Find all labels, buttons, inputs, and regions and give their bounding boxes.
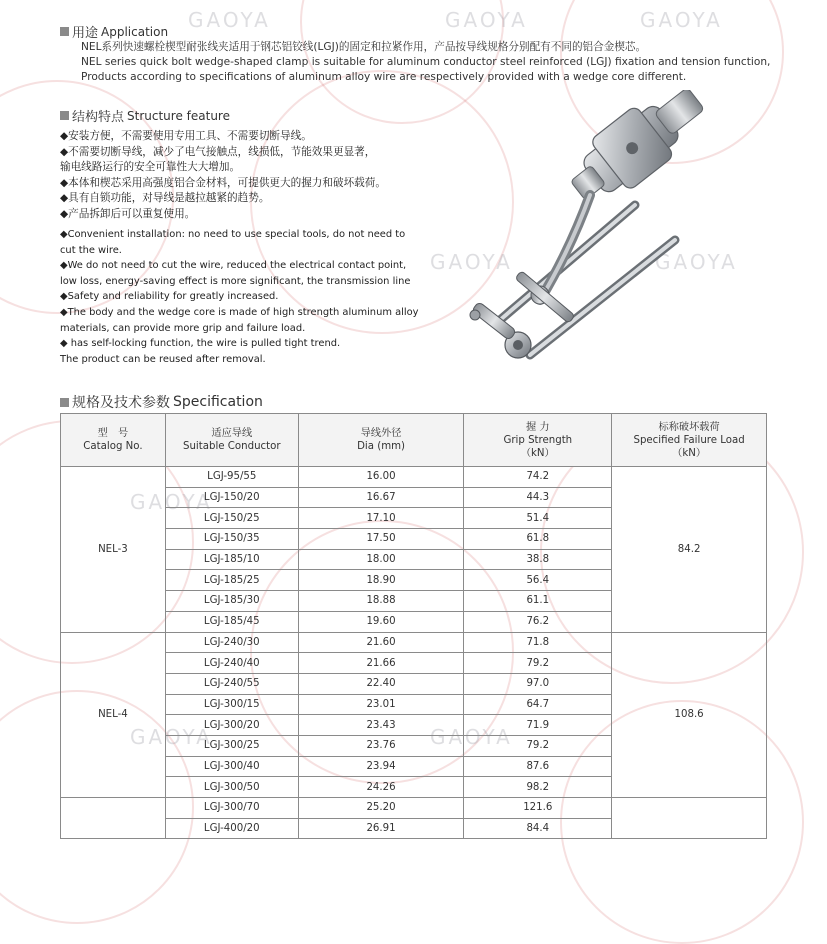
conductor-cell: LGJ-240/40 — [165, 653, 298, 674]
watermark-text: GAOYA — [188, 8, 271, 32]
conductor-cell: LGJ-300/70 — [165, 798, 298, 819]
grip-cell: 97.0 — [464, 673, 612, 694]
failure-load-cell: 84.2 — [612, 467, 767, 633]
feature-line: low loss, energy-saving effect is more significant, the transmission line — [60, 275, 411, 287]
dia-cell: 17.10 — [298, 508, 464, 529]
structure-heading — [60, 106, 230, 125]
section-square-icon — [60, 398, 69, 407]
feature-line: ◆具有自锁功能，对导线是越拉越紧的趋势。 — [60, 192, 270, 204]
conductor-cell: LGJ-150/25 — [165, 508, 298, 529]
conductor-cell: LGJ-240/30 — [165, 632, 298, 653]
dia-cell: 18.88 — [298, 591, 464, 612]
grip-cell: 44.3 — [464, 487, 612, 508]
table-row — [61, 632, 767, 653]
application-line: NEL系列快速螺栓楔型耐张线夹适用于钢芯铝铰线(LGJ)的固定和拉紧作用，产品按导线规格分别配有不同的铝合金楔芯。 — [81, 41, 647, 53]
conductor-cell: LGJ-300/50 — [165, 777, 298, 798]
header-grip-en: Grip Strength — [503, 434, 573, 446]
header-catalog — [61, 414, 166, 467]
specification-title-cn: 规格及技术参数 — [72, 395, 170, 411]
dia-cell: 24.26 — [298, 777, 464, 798]
header-dia-en: Dia (mm) — [357, 441, 406, 452]
feature-line: ◆We do not need to cut the wire, reduced the electrical contact point, — [60, 260, 407, 272]
header-conductor-cn: 适应导线 — [211, 428, 253, 439]
section-square-icon — [60, 27, 69, 36]
conductor-cell: LGJ-185/45 — [165, 611, 298, 632]
header-grip-unit: （kN） — [520, 447, 555, 459]
structure-features-cn — [60, 129, 386, 222]
grip-cell: 71.8 — [464, 632, 612, 653]
watermark-text: GAOYA — [655, 250, 738, 274]
application-heading — [60, 22, 168, 41]
feature-line: ◆安装方便，不需要使用专用工具、不需要切断导线。 — [60, 130, 312, 142]
dia-cell: 17.50 — [298, 529, 464, 550]
failure-load-cell: 108.6 — [612, 632, 767, 798]
failure-load-cell — [612, 798, 767, 839]
header-catalog-cn: 型 号 — [97, 428, 129, 439]
watermark-text: GAOYA — [430, 250, 513, 274]
conductor-cell: LGJ-150/35 — [165, 529, 298, 550]
feature-line: ◆Safety and reliability for greatly increased. — [60, 291, 279, 303]
specification-title-en: Specification — [173, 394, 263, 410]
header-dia — [298, 414, 464, 467]
dia-cell: 26.91 — [298, 818, 464, 839]
dia-cell: 21.66 — [298, 653, 464, 674]
dia-cell: 23.43 — [298, 715, 464, 736]
feature-line: ◆Convenient installation: no need to use special tools, do not need to — [60, 229, 406, 240]
watermark-text: GAOYA — [640, 8, 723, 32]
dia-cell: 25.20 — [298, 798, 464, 819]
feature-line: materials, can provide more grip and failure load. — [60, 322, 306, 334]
model-cell: NEL-4 — [61, 632, 166, 798]
specification-table — [60, 413, 767, 839]
conductor-cell: LGJ-185/10 — [165, 549, 298, 570]
watermark-text: GAOYA — [430, 725, 513, 749]
grip-cell: 76.2 — [464, 611, 612, 632]
header-conductor-en: Suitable Conductor — [183, 441, 281, 452]
application-text — [81, 40, 770, 85]
grip-cell: 87.6 — [464, 756, 612, 777]
header-grip — [464, 414, 612, 467]
watermark-text: GAOYA — [130, 490, 213, 514]
feature-line: The product can be reused after removal. — [60, 353, 266, 365]
conductor-cell: LGJ-400/20 — [165, 818, 298, 839]
grip-cell: 79.2 — [464, 735, 612, 756]
dia-cell: 22.40 — [298, 673, 464, 694]
watermark-text: GAOYA — [445, 8, 528, 32]
grip-cell: 74.2 — [464, 467, 612, 488]
conductor-cell: LGJ-300/40 — [165, 756, 298, 777]
application-line: NEL series quick bolt wedge-shaped clamp is suitable for aluminum conductor steel reinforced (LGJ) fixation and tension function, — [81, 56, 771, 68]
grip-cell: 56.4 — [464, 570, 612, 591]
table-body — [61, 467, 767, 839]
dia-cell: 18.00 — [298, 549, 464, 570]
grip-cell: 51.4 — [464, 508, 612, 529]
feature-line: cut the wire. — [60, 244, 122, 256]
feature-line: ◆ has self-locking function, the wire is pulled tight trend. — [60, 338, 341, 350]
dia-cell: 23.76 — [298, 735, 464, 756]
specification-heading — [60, 392, 263, 412]
conductor-cell: LGJ-185/30 — [165, 591, 298, 612]
conductor-cell: LGJ-240/55 — [165, 673, 298, 694]
dia-cell: 16.00 — [298, 467, 464, 488]
model-cell: NEL-3 — [61, 467, 166, 633]
grip-cell: 61.8 — [464, 529, 612, 550]
grip-cell: 121.6 — [464, 798, 612, 819]
dia-cell: 18.90 — [298, 570, 464, 591]
conductor-cell: LGJ-150/20 — [165, 487, 298, 508]
conductor-cell: LGJ-185/25 — [165, 570, 298, 591]
grip-cell: 98.2 — [464, 777, 612, 798]
feature-line: ◆The body and the wedge core is made of high strength aluminum alloy — [60, 306, 419, 318]
dia-cell: 23.94 — [298, 756, 464, 777]
header-failure-cn: 标称破坏载荷 — [658, 421, 720, 433]
structure-features-en — [60, 227, 419, 367]
header-conductor — [165, 414, 298, 467]
feature-line: ◆本体和楔芯采用高强度铝合金材料，可提供更大的握力和破坏载荷。 — [60, 176, 386, 189]
dia-cell: 16.67 — [298, 487, 464, 508]
conductor-cell: LGJ-95/55 — [165, 467, 298, 488]
application-title-cn: 用途 — [72, 26, 99, 41]
grip-cell: 79.2 — [464, 653, 612, 674]
grip-cell: 84.4 — [464, 818, 612, 839]
header-failure-en: Specified Failure Load — [633, 434, 745, 446]
conductor-cell: LGJ-300/20 — [165, 715, 298, 736]
grip-cell: 38.8 — [464, 549, 612, 570]
conductor-cell: LGJ-300/25 — [165, 735, 298, 756]
header-dia-cn: 导线外径 — [360, 428, 402, 439]
header-grip-cn: 握 力 — [525, 421, 550, 433]
dia-cell: 19.60 — [298, 611, 464, 632]
table-header-row — [61, 414, 767, 467]
dia-cell: 23.01 — [298, 694, 464, 715]
section-square-icon — [60, 111, 69, 120]
table-row — [61, 467, 767, 488]
structure-title-cn: 结构特点 — [72, 110, 125, 125]
dia-cell: 21.60 — [298, 632, 464, 653]
watermark-text: GAOYA — [130, 725, 213, 749]
structure-title-en: Structure feature — [127, 108, 230, 123]
header-failure-unit: （kN） — [672, 447, 707, 459]
grip-cell: 61.1 — [464, 591, 612, 612]
feature-line: ◆产品拆卸后可以重复使用。 — [60, 207, 196, 220]
wedge-clamp-photo — [440, 90, 730, 380]
header-catalog-en: Catalog No. — [83, 441, 143, 452]
model-cell — [61, 798, 166, 839]
feature-line: ◆不需要切断导线，减少了电气接触点，线损低，节能效果更显著， — [60, 145, 376, 158]
grip-cell: 64.7 — [464, 694, 612, 715]
application-line: Products according to specifications of aluminum alloy wire are respectively provided with a wedge core different. — [81, 71, 687, 83]
table-row — [61, 798, 767, 819]
conductor-cell: LGJ-300/15 — [165, 694, 298, 715]
header-failure — [612, 414, 767, 467]
application-title-en: Application — [101, 24, 169, 39]
grip-cell: 71.9 — [464, 715, 612, 736]
feature-line: 输电线路运行的安全可靠性大大增加。 — [60, 161, 241, 173]
